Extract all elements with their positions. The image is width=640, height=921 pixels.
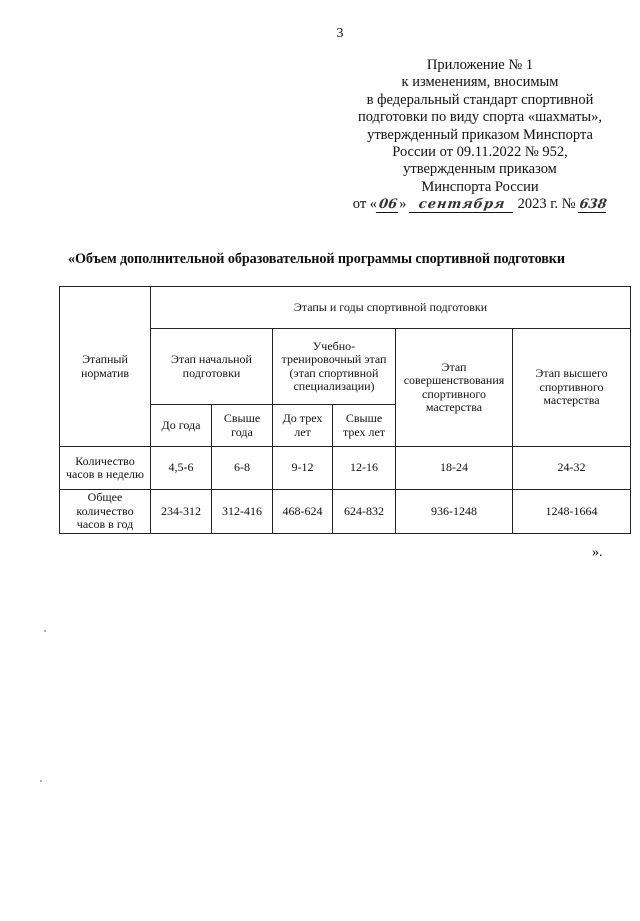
date-mid: » [399,196,407,213]
scan-speck [40,780,42,782]
date-year: 2023 г. № [517,196,576,213]
handwritten-order-number: 638 [578,197,608,213]
table-row [60,490,631,534]
column-header-group: Этапы и годы спортивной подготовки [151,287,631,329]
handwritten-month: сентября [409,197,515,213]
column-header-over-year: Свыше года [212,405,273,447]
program-volume-table [59,286,631,534]
appendix-line: утвержденным приказом [403,161,557,178]
appendix-line: России от 09.11.2022 № 952, [392,144,568,161]
table-cell: 4,5-6 [151,447,212,490]
appendix-line: в федеральный стандарт спортивной [366,91,594,108]
table-cell: 6-8 [212,447,273,490]
appendix-line: Приложение № 1 [426,57,534,73]
table-cell: 468-624 [273,490,333,534]
table-cell: 24-32 [513,447,631,490]
table-cell: 234-312 [151,490,212,534]
appendix-line: к изменениям, вносимым [401,74,559,91]
appendix-line: утвержденный приказом Минспорта [367,126,593,143]
column-header-stage-training: Учебно-тренировочный этап (этап спортивной специализации) [273,329,396,405]
column-header-norm: Этапный норматив [60,287,151,447]
row-label: Количество часов в неделю [60,447,151,490]
table-header-row [60,287,631,329]
table-cell: 624-832 [333,490,396,534]
column-header-upto-year: До года [151,405,212,447]
document-title: «Объем дополнительной образовательной программы спортивной подготовки [68,251,565,267]
appendix-line: подготовки по виду спорта «шахматы», [357,109,603,126]
scan-speck [44,630,46,632]
column-header-stage-improvement: Этап совершенствования спортивного мастерства [396,329,513,447]
appendix-line: Минспорта России [421,178,539,195]
table-cell: 9-12 [273,447,333,490]
table-cell: 12-16 [333,447,396,490]
appendix-block [330,57,630,214]
row-label: Общее количество часов в год [60,490,151,534]
handwritten-day: 06 [376,197,400,213]
order-date-line [330,196,630,213]
table-cell: 936-1248 [396,490,513,534]
table-row [60,447,631,490]
table-cell: 1248-1664 [513,490,631,534]
column-header-over-three: Свыше трех лет [333,405,396,447]
page-number: 3 [336,26,344,41]
column-header-stage-initial: Этап начальной подготовки [151,329,273,405]
closing-quote: ». [592,545,603,560]
column-header-upto-three: До трех лет [273,405,333,447]
table-cell: 312-416 [212,490,273,534]
date-prefix: от « [352,196,378,213]
column-header-stage-highest: Этап высшего спортивного мастерства [513,329,631,447]
table-cell: 18-24 [396,447,513,490]
